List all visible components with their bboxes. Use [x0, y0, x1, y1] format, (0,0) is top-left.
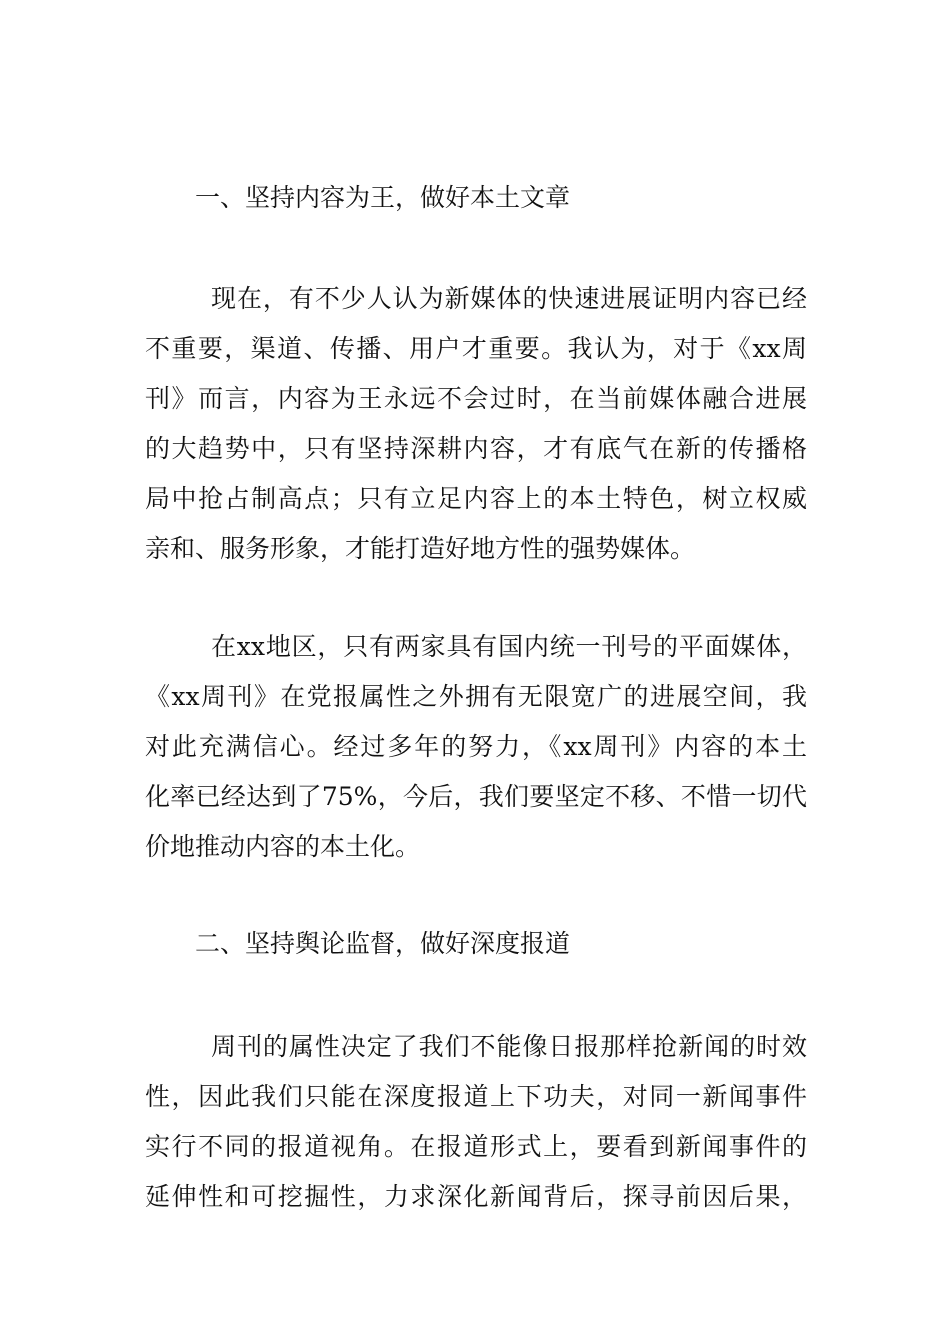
section-heading-1: [145, 180, 807, 216]
paragraph-line: 延伸性和可挖掘性，力求深化新闻背后，探寻前因后果，: [145, 1182, 807, 1211]
heading-text: 一、坚持内容为王，做好本土文章: [195, 183, 571, 212]
paragraph-line: 对此充满信心。经过多年的努力，《xx周刊》内容的本土: [145, 732, 807, 761]
paragraph-line: 现在，有不少人认为新媒体的快速进展证明内容已经: [211, 284, 807, 313]
heading-text: 二、坚持舆论监督，做好深度报道: [195, 929, 571, 958]
paragraph-line: 刊》而言，内容为王永远不会过时，在当前媒体融合进展: [145, 384, 807, 413]
paragraph-line: 不重要，渠道、传播、用户才重要。我认为，对于《xx周: [145, 334, 807, 363]
paragraph-line: 化率已经达到了75%，今后，我们要坚定不移、不惜一切代: [145, 782, 807, 811]
paragraph-line: 局中抢占制高点；只有立足内容上的本土特色，树立权威: [145, 484, 807, 513]
paragraph-1: [145, 274, 807, 574]
paragraph-line: 在xx地区，只有两家具有国内统一刊号的平面媒体，: [211, 632, 807, 661]
paragraph-line: 亲和、服务形象，才能打造好地方性的强势媒体。: [145, 534, 696, 563]
paragraph-line: 的大趋势中，只有坚持深耕内容，才有底气在新的传播格: [145, 434, 807, 463]
paragraph-line: 周刊的属性决定了我们不能像日报那样抢新闻的时效: [211, 1032, 807, 1061]
paragraph-3: [145, 1022, 807, 1222]
paragraph-line: 《xx周刊》在党报属性之外拥有无限宽广的进展空间，我: [145, 682, 807, 711]
paragraph-2: [145, 622, 807, 872]
paragraph-line: 性，因此我们只能在深度报道上下功夫，对同一新闻事件: [145, 1082, 807, 1111]
paragraph-line: 实行不同的报道视角。在报道形式上，要看到新闻事件的: [145, 1132, 807, 1161]
paragraph-line: 价地推动内容的本土化。: [145, 832, 421, 861]
section-heading-2: [145, 926, 807, 962]
